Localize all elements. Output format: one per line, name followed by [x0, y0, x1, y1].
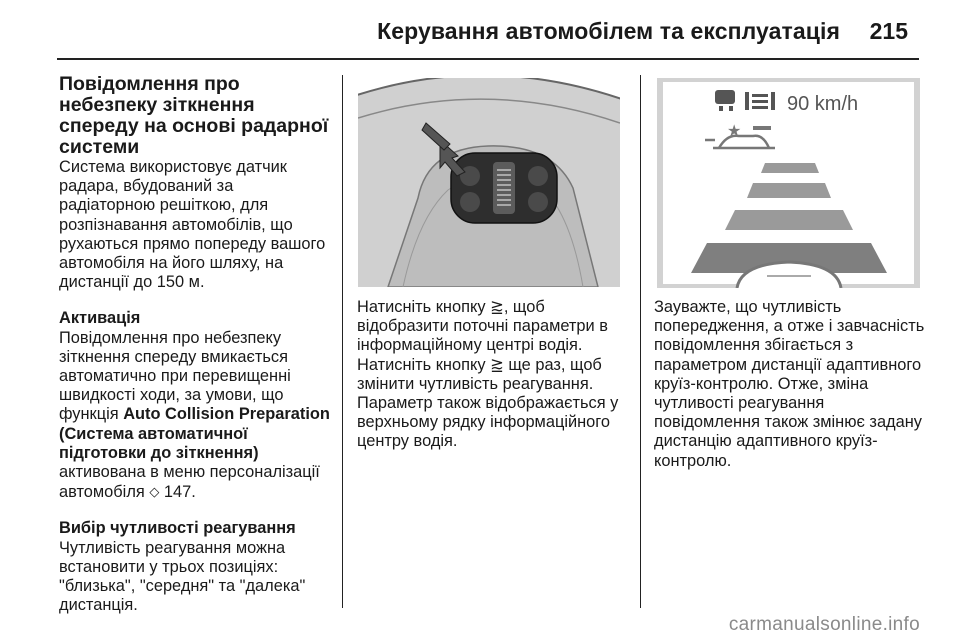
- header-rule: [57, 58, 919, 60]
- intro-paragraph: Система використовує датчик радара, вбудований за радіаторною решіткою, для розпізнавання автомобілів, що рухаються прямо попереду вашого автомобіля на його шляху, на дистанції до 150 м.: [59, 158, 326, 292]
- column-2: [357, 298, 627, 452]
- activation-text-1: Повідомлення про небезпеку зіткнення спереду вмикається автоматично при перевищенні швидкості ходи, за умови, що функція: [59, 328, 291, 424]
- instruction-2: Натисніть кнопку ⪎ ще раз, щоб змінити чутливість реагування. Параметр також відображається у верхньому рядку інформаційного центру водія.: [357, 355, 619, 451]
- watermark: carmanualsonline.info: [728, 614, 920, 635]
- section-title: Повідомлення про небезпеку зіткнення спереду на основі радарної системи: [59, 73, 329, 158]
- star-icon: ★: [727, 123, 742, 140]
- activation-function-name: Auto Collision Preparation (Система автоматичної підготовки до зіткнення): [59, 405, 330, 462]
- column-divider-1: [342, 75, 343, 608]
- column-3: [654, 298, 926, 471]
- instruction-1: Натисніть кнопку ⪎, щоб відобразити поточні параметри в інформаційному центрі водія.: [357, 298, 608, 355]
- activation-text-2: активована в меню персоналізації автомобіля: [59, 463, 320, 502]
- collision-alert-button-icon: ⪎: [490, 298, 504, 316]
- speed-readout: 90 km/h: [787, 93, 859, 115]
- sensitivity-heading: Вибір чутливості реагування: [59, 519, 296, 538]
- reference-arrow-icon: ◇: [149, 484, 160, 500]
- sensitivity-paragraph: Чутливість реагування можна встановити у трьох позиціях: "близька", "середня" та "далека" дистанція.: [59, 538, 306, 615]
- activation-heading: Активація: [59, 309, 141, 328]
- page-number: 215: [869, 18, 908, 44]
- column-divider-2: [640, 75, 641, 608]
- driver-information-display-figure: [657, 78, 920, 288]
- steering-wheel-figure: [358, 78, 620, 287]
- activation-page-ref[interactable]: 147.: [163, 483, 196, 502]
- activation-paragraph: [59, 329, 334, 503]
- page-header-title: Керування автомобілем та експлуатація: [377, 18, 840, 44]
- column-1: [59, 74, 334, 615]
- note-paragraph: Зауважте, що чутливість попередження, а отже і завчасність повідомлення збігається з параметром дистанції адаптивного круїз-контролю. Отже, зміна чутливості реагування повідомлення також змінює задану дистанцію адаптивного круїз-контролю.: [654, 298, 925, 470]
- collision-alert-button-icon: ⪎: [490, 355, 504, 374]
